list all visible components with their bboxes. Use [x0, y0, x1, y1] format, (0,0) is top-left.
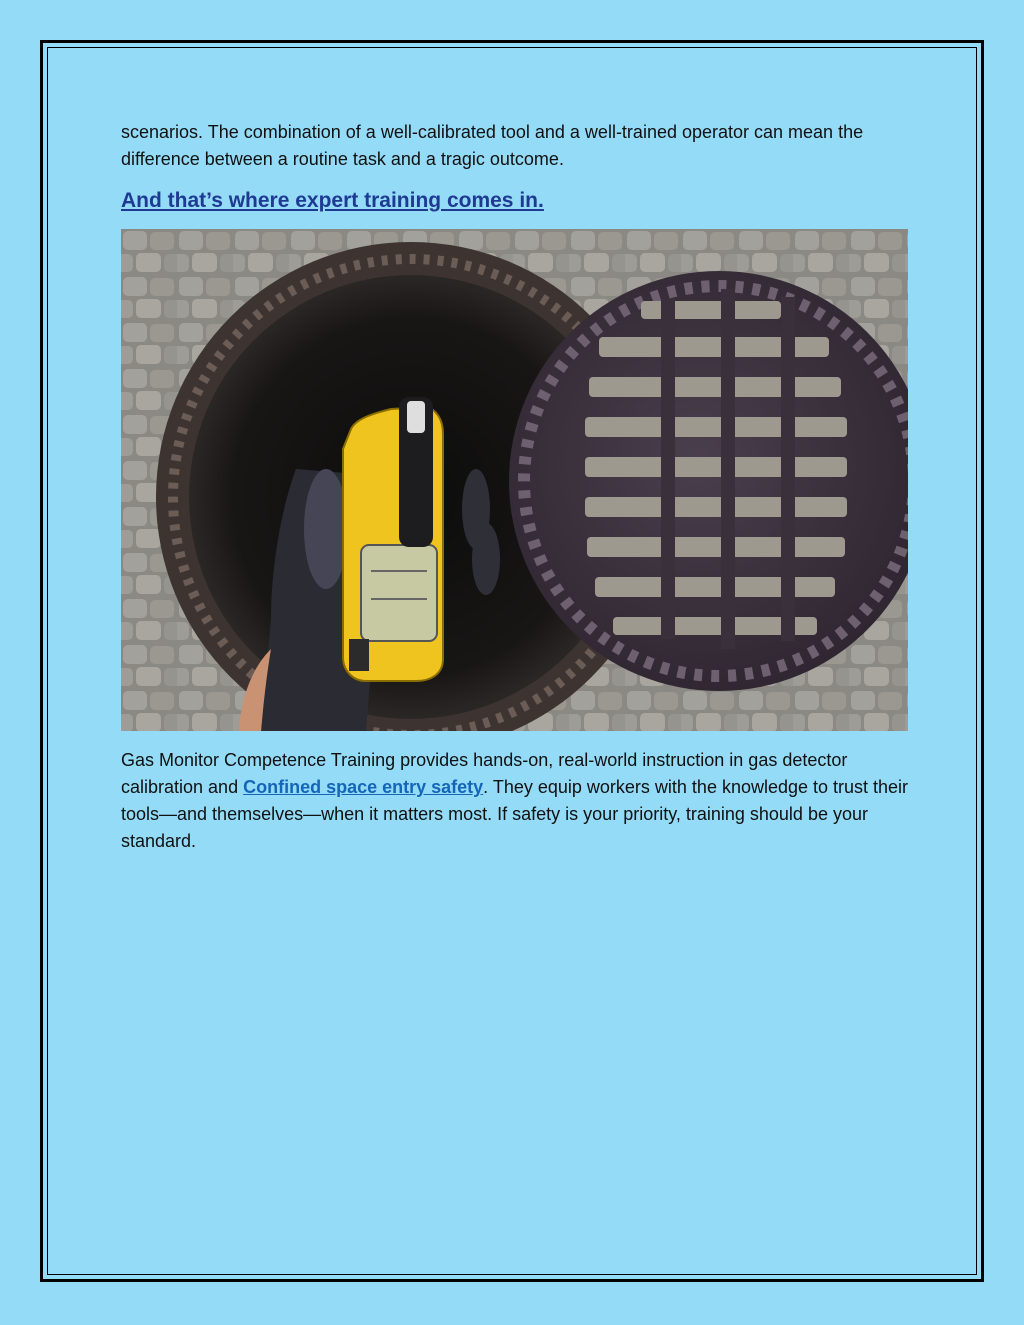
paragraph-training-text-end: . They equip workers with the knowledge to trust their tools—and themselves—when it matters most. If safety is your priority, training should be your standard. [121, 777, 909, 851]
paragraph-training-text-start: Gas Monitor Competence Training provides hands-on, real-world instruction in gas detector calibration and [121, 750, 848, 797]
paragraph-training [121, 747, 911, 855]
confined-space-link[interactable]: Confined space entry safety [243, 777, 484, 797]
paragraph-intro: scenarios. The combination of a well-calibrated tool and a well-trained operator can mean the difference between a routine task and a tragic outcome. [121, 122, 864, 169]
heading-link[interactable]: And that’s where expert training comes in. [121, 189, 544, 212]
manhole-gas-detector-photo [121, 229, 908, 731]
document-content [121, 119, 911, 855]
section-heading [121, 187, 911, 215]
